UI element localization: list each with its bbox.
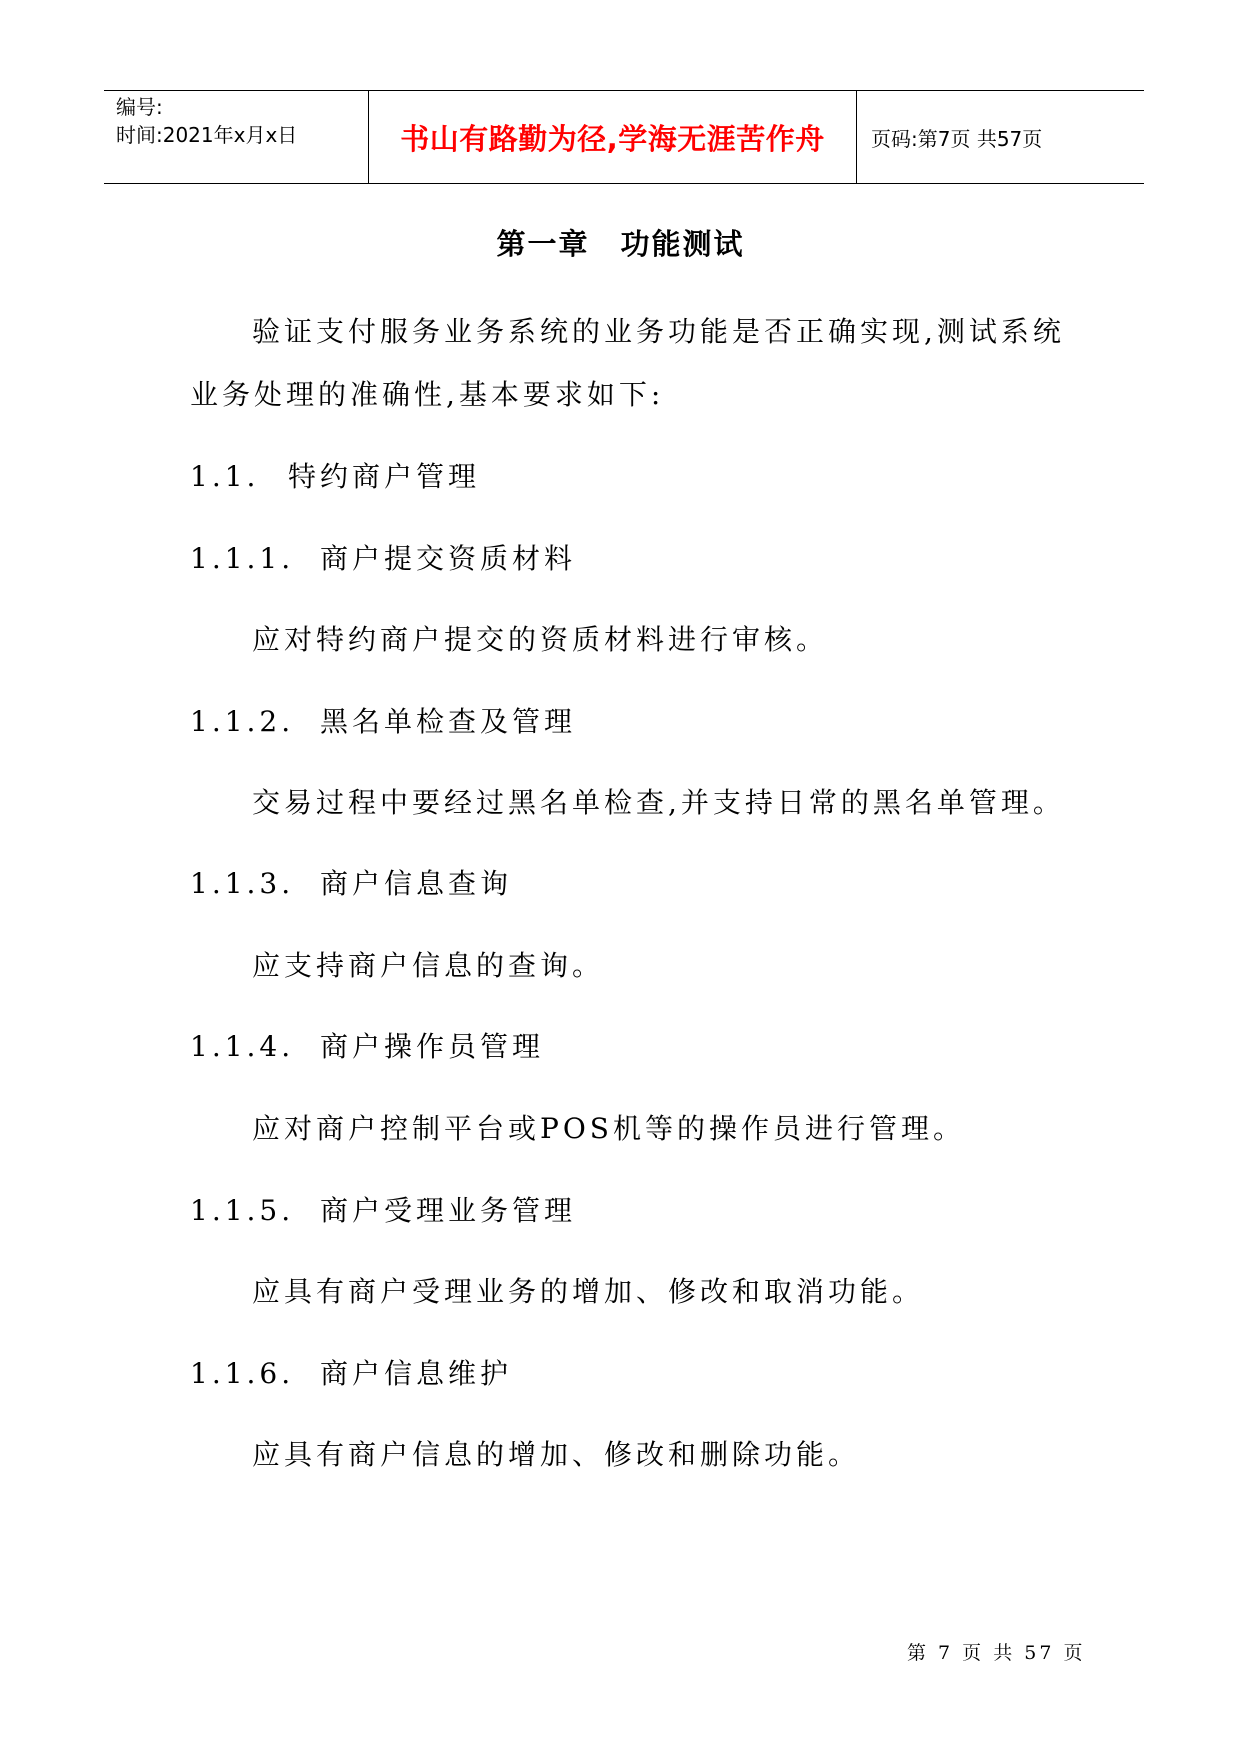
subsection-number: 1.1.3. [190,867,295,900]
subsection-title: 商户信息查询 [320,867,513,900]
intro-line-1: 验证支付服务业务系统的业务功能是否正确实现,测试系统 [252,315,1065,348]
subsection-heading [190,537,576,577]
subsection-title: 商户操作员管理 [320,1030,545,1063]
page-header [104,90,1144,184]
subsection-body: 应对特约商户提交的资质材料进行审核。 [252,623,829,656]
subsection-title: 商户提交资质材料 [320,542,577,575]
subsection-heading [190,1189,576,1229]
subsection-body: 交易过程中要经过黑名单检查,并支持日常的黑名单管理。 [252,786,1065,819]
chapter-title: 第一章 功能测试 [496,227,745,261]
intro-line-2: 业务处理的准确性,基本要求如下: [190,378,665,411]
subsection-number: 1.1.6. [190,1357,295,1390]
header-meta [104,91,369,183]
subsection-heading [190,1025,544,1065]
page-footer: 第 7 页 共 57 页 [907,1642,1086,1664]
subsection-body: 应具有商户受理业务的增加、修改和取消功能。 [252,1275,925,1308]
subsection-title: 商户受理业务管理 [320,1194,577,1227]
subsection-title: 商户信息维护 [320,1357,513,1390]
subsection-body: 应支持商户信息的查询。 [252,949,605,982]
subsection-body: 应对商户控制平台或POS机等的操作员进行管理。 [252,1112,965,1145]
header-motto: 书山有路勤为径,学海无涯苦作舟 [369,91,857,183]
section-title: 特约商户管理 [288,460,481,493]
subsection-heading [190,862,512,902]
subsection-body: 应具有商户信息的增加、修改和删除功能。 [252,1438,861,1471]
section-heading [190,455,480,495]
subsection-title: 黑名单检查及管理 [320,705,577,738]
subsection-number: 1.1.5. [190,1194,295,1227]
subsection-number: 1.1.4. [190,1030,295,1063]
subsection-number: 1.1.2. [190,705,295,738]
section-number: 1.1. [190,460,260,493]
subsection-heading [190,1352,512,1392]
time-label: 时间:2021年x月x日 [116,123,298,147]
header-page-info: 页码:第7页 共57页 [871,126,1043,151]
subsection-heading [190,700,576,740]
serial-label: 编号: [116,95,163,119]
subsection-number: 1.1.1. [190,542,295,575]
